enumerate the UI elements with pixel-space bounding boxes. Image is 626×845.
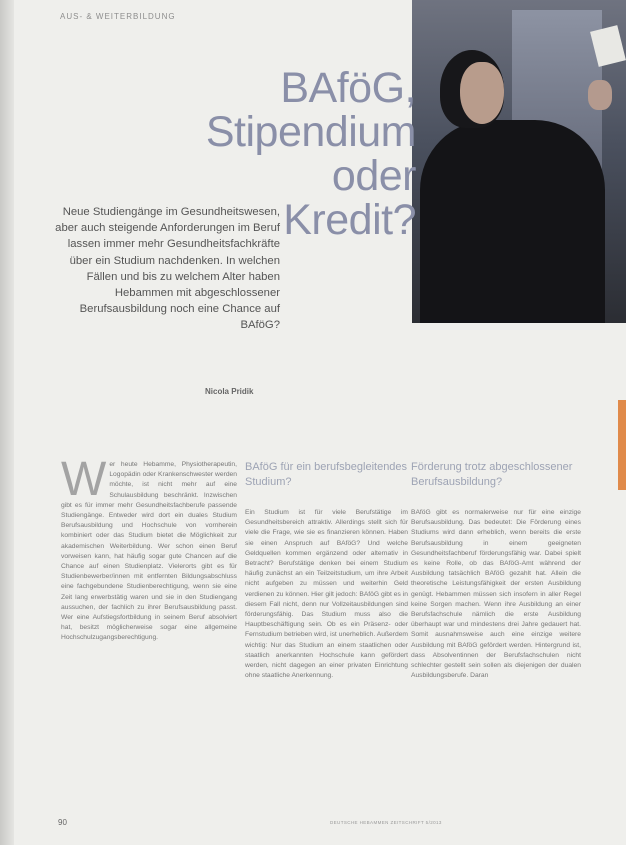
column-3-text: BAföG gibt es normalerweise nur für eine einzige Berufsausbildung. Das bedeutet: Die Förderung eines Studiums wird dann erheblich, wenn bereits die erste Berufsausbildung in einem geeigneten Gesundheitsfachberuf förderungsfähig war. Dabei spielt es keine Rolle, ob das BAföG-Amt während der Ausbildung tatsächlich BAföG gezahlt hat. Allein die theoretische Leistungsfähigkeit der ersten Ausbildung genügt. Hebammen müssen sich insofern in aller Regel keine Sorgen machen. Wenn ihre Ausbildung an einer Berufsfachschule nämlich die erste Ausbildung überhaupt war und mindestens drei Jahre gedauert hat. Somit ausnahmsweise auch eine einzige weitere Ausbildung mit BAföG gefördert werden. Hintergrund ist, dass Absolventinnen der Berufsfachschulen nicht schlechter gestellt sein sollen als diejenigen der dualen Ausbildungsberufe. Daran — [411, 509, 581, 680]
column-1-text: er heute Hebamme, Physiotherapeutin, Logopädin oder Krankenschwester werden möchte, ist nicht mehr auf eine Schulausbildung beschränkt. Inzwischen gibt es für immer mehr Gesundheitsfachberufe passende Studiengänge. Entweder wird dort ein duales Studium Berufsausbildung und Hochschule von vornherein kombiniert oder das Studium bietet die Möglichkeit zur akademischen Weiterbildung. Wer schon einen Beruf vorweisen kann, hat häufig sogar gute Chancen auf die Chance auf einen Studienplatz. Vielerorts gibt es für Studienbewerber/innen mit entfernten Bildungsabschluss eine fachgebundene Studienberechtigung, wenn sie eine Zeit lang erwerbstätig waren und sie in den Studiengang aussuchen, der fachlich zu ihrer Berufsausbildung passt. Wer eine Aufstiegsfortbildung in seinem Beruf absolviert hat, besitzt möglicherweise sogar eine allgemeine Hochschulzugangsberechtigung. — [61, 461, 237, 642]
section-label: AUS- & WEITERBILDUNG — [60, 12, 176, 21]
title-line-3: oder — [331, 152, 416, 200]
photo — [412, 0, 626, 323]
column-1 — [61, 453, 237, 644]
dropcap: W — [61, 453, 107, 506]
author: Nicola Pridik — [205, 387, 254, 396]
photo-person-face — [460, 62, 504, 124]
column-3-heading: Förderung trotz abgeschlossener Berufsausbildung? — [411, 461, 573, 488]
binding-edge — [0, 0, 14, 845]
title-line-4: Kredit? — [283, 196, 416, 244]
photo-person-hand — [588, 80, 612, 110]
column-2-heading: BAföG für ein berufsbegleitendes Studium? — [245, 461, 408, 488]
lead-text: Neue Studiengänge im Gesundheitswesen, aber auch steigende Anforderungen im Beruf lassen immer mehr Gesundheitsfachkräfte über ein Studium nachdenken. In welchen Fällen und bis zu welchem Alter haben Hebammen mit abgeschlossener Berufsausbildung noch eine Chance auf BAföG? — [55, 206, 280, 332]
accent-bar — [618, 400, 626, 490]
title-line-1: BAföG, — [280, 64, 416, 112]
column-2 — [245, 460, 408, 681]
photo-person-body — [420, 120, 605, 323]
column-3 — [411, 460, 581, 681]
title-line-2: Stipendium — [205, 108, 416, 156]
page-number: 90 — [58, 818, 67, 827]
footer-reference: DEUTSCHE HEBAMMEN ZEITSCHRIFT 5/2013 — [330, 820, 442, 825]
column-2-text: Ein Studium ist für viele Berufstätige im Gesundheitsbereich attraktiv. Allerdings stellt sich für viele die Frage, wie sie es finanzieren können. Haben sie einen Anspruch auf BAföG? Und welche Geldquellen kommen ergänzend oder alternativ in Betracht? Berufstätige denken bei einem Studium häufig zunächst an ein Teilzeitstudium, um ihre Arbeit nicht aufgeben zu müssen und weiterhin Geld verdienen zu können. Hier gilt jedoch: BAföG gibt es in diesem Fall nicht, denn nur Vollzeitausbildungen sind förderungsfähig. Das Studium muss also die Hauptbeschäftigung sein. Ob es ein Präsenz- oder Fernstudium betrieben wird, ist unerheblich. Außerdem wichtig: Nur das Studium an einem staatlichen oder staatlich anerkannten Hochschule kann gefördert werden, nicht dagegen an einer privaten Einrichtung ohne staatliche Anerkennung. — [245, 509, 408, 680]
